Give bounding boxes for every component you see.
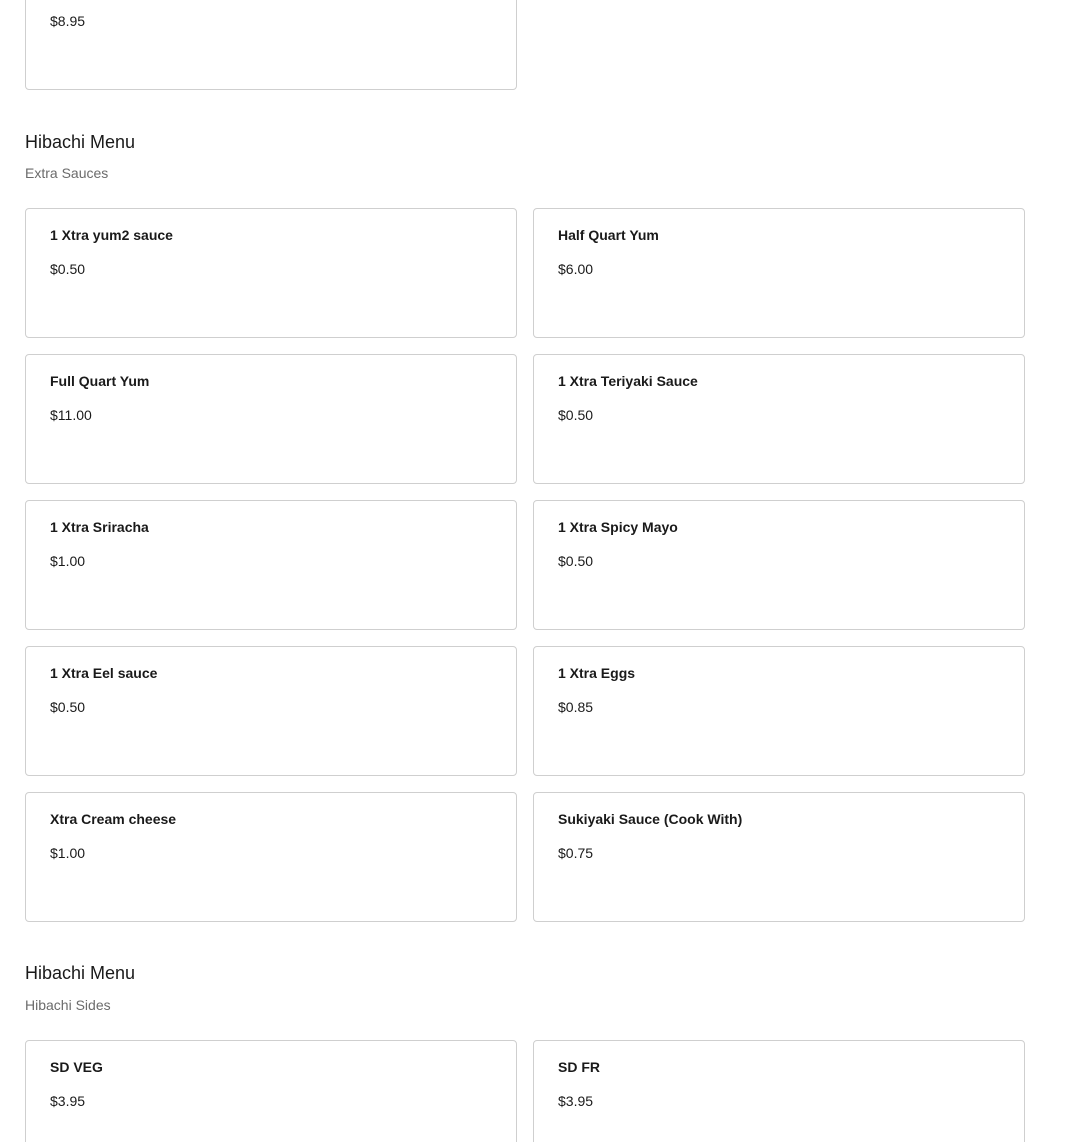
item-price: $1.00 <box>50 845 86 861</box>
section-subtitle: Extra Sauces <box>25 165 109 181</box>
menu-item-card[interactable] <box>25 500 517 630</box>
section-title: Hibachi Menu <box>25 132 136 152</box>
item-name: 1 Xtra Sriracha <box>50 519 149 535</box>
item-name: 1 Xtra Eggs <box>558 665 636 681</box>
item-price: $0.50 <box>558 407 594 423</box>
menu-item-card[interactable] <box>25 792 517 922</box>
menu-item-card[interactable] <box>533 1040 1025 1142</box>
item-price: $11.00 <box>50 407 92 423</box>
item-price: $1.00 <box>50 553 86 569</box>
menu-item-card[interactable] <box>25 0 517 90</box>
menu-item-card[interactable] <box>533 208 1025 338</box>
item-price: $0.75 <box>558 845 594 861</box>
item-name: 1 Xtra Eel sauce <box>50 665 158 681</box>
menu-item-card[interactable] <box>25 646 517 776</box>
item-price: $0.50 <box>50 261 86 277</box>
section-subtitle: Hibachi Sides <box>25 997 111 1013</box>
item-name: Full Quart Yum <box>50 373 150 389</box>
menu-item-card[interactable] <box>533 646 1025 776</box>
item-price: $3.95 <box>50 1093 86 1109</box>
item-price: $6.00 <box>558 261 594 277</box>
menu-item-card[interactable] <box>25 208 517 338</box>
item-name: Half Quart Yum <box>558 227 659 243</box>
item-price: $8.95 <box>50 13 86 29</box>
item-name: SD VEG <box>50 1059 103 1075</box>
menu-item-card[interactable] <box>533 354 1025 484</box>
menu-item-card[interactable] <box>25 1040 517 1142</box>
item-name: SD FR <box>558 1059 600 1075</box>
menu-item-card[interactable] <box>533 500 1025 630</box>
item-price: $0.85 <box>558 699 594 715</box>
item-name: 1 Xtra yum2 sauce <box>50 227 173 243</box>
item-name: Sukiyaki Sauce (Cook With) <box>558 811 743 827</box>
item-price: $3.95 <box>558 1093 594 1109</box>
section-title: Hibachi Menu <box>25 963 136 983</box>
item-price: $0.50 <box>558 553 594 569</box>
item-name: Xtra Cream cheese <box>50 811 177 827</box>
menu-item-card[interactable] <box>25 354 517 484</box>
menu-item-card[interactable] <box>533 792 1025 922</box>
item-name: 1 Xtra Spicy Mayo <box>558 519 678 535</box>
item-name: 1 Xtra Teriyaki Sauce <box>558 373 698 389</box>
item-price: $0.50 <box>50 699 86 715</box>
